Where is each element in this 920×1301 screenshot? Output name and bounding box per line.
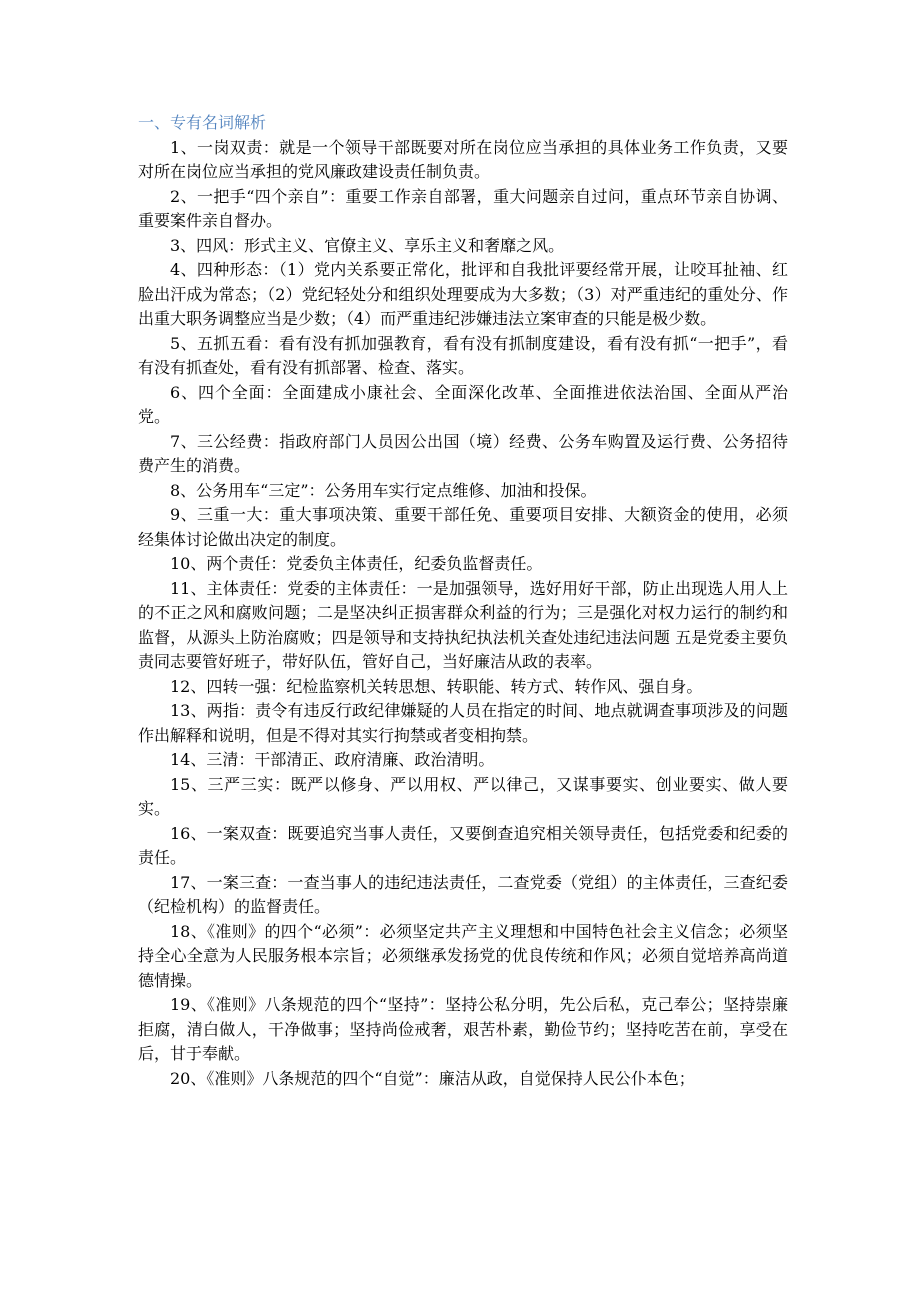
term-entry-12: 12、四转一强：纪检监察机关转思想、转职能、转方式、转作风、强自身。 [170,676,703,696]
term-entry-16: 16、一案双查：既要追究当事人责任，又要倒查追究相关领导责任，包括党委和纪委的责任。 [138,823,788,867]
term-entry-20: 20、《准则》八条规范的四个“自觉”：廉洁从政，自觉保持人民公仆本色； [170,1068,695,1088]
term-entry-15: 15、三严三实：既严以修身、严以用权、严以律己，又谋事要实、创业要实、做人要实。 [138,774,788,818]
term-entry-13: 13、两指：责令有违反行政纪律嫌疑的人员在指定的时间、地点就调查事项涉及的问题作出解释和说明，但是不得对其实行拘禁或者变相拘禁。 [138,701,788,745]
term-entry-14: 14、三清：干部清正、政府清廉、政治清明。 [170,750,495,769]
document-body [138,111,788,1091]
term-entry-17: 17、一案三查：一查当事人的违纪违法责任，二查党委（党组）的主体责任，三查纪委（纪检机构）的监督责任。 [138,872,788,916]
term-entry-1: 1、一岗双责：就是一个领导干部既要对所在岗位应当承担的具体业务工作负责，又要对所在岗位应当承担的党风廉政建设责任制负责。 [138,137,788,181]
section-heading: 一、专有名词解析 [138,113,267,132]
term-entry-19: 19、《准则》八条规范的四个“坚持”：坚持公私分明，先公后私，克己奉公；坚持崇廉拒腐，清白做人，干净做事；坚持尚俭戒奢，艰苦朴素，勤俭节约；坚持吃苦在前，享受在后，甘于奉献。 [138,995,788,1063]
term-entry-7: 7、三公经费：指政府部门人员因公出国（境）经费、公务车购置及运行费、公务招待费产生的消费。 [138,431,788,475]
term-entry-4: 4、四种形态：（1）党内关系要正常化，批评和自我批评要经常开展，让咬耳扯袖、红脸出汗成为常态；（2）党纪轻处分和组织处理要成为大多数；（3）对严重违纪的重处分、作出重大职务调整应当是少数；（4）而严重违纪涉嫌违法立案审查的只能是极少数。 [138,260,788,328]
term-entry-2: 2、一把手“四个亲自”：重要工作亲自部署，重大问题亲自过问，重点环节亲自协调、重要案件亲自督办。 [138,186,788,230]
term-entry-5: 5、五抓五看：看有没有抓加强教育，看有没有抓制度建设，看有没有抓“一把手”，看有没有抓查处，看有没有抓部署、检查、落实。 [138,333,788,377]
term-entry-11: 11、主体责任：党委的主体责任：一是加强领导，选好用好干部，防止出现选人用人上的不正之风和腐败问题；二是坚决纠正损害群众利益的行为；三是强化对权力运行的制约和监督，从源头上防治腐败；四是领导和支持执纪执法机关查处违纪违法问题 五是党委主要负责同志要管好班子，带好队伍，管好自己，当好廉洁从政的表率。 [138,578,788,671]
term-entry-6: 6、四个全面：全面建成小康社会、全面深化改革、全面推进依法治国、全面从严治党。 [138,382,788,426]
term-entry-3: 3、四风：形式主义、官僚主义、享乐主义和奢靡之风。 [170,235,565,255]
term-entry-9: 9、三重一大：重大事项决策、重要干部任免、重要项目安排、大额资金的使用，必须经集体讨论做出决定的制度。 [138,505,788,549]
term-entry-8: 8、公务用车“三定”：公务用车实行定点维修、加油和投保。 [170,480,597,500]
term-entry-18: 18、《准则》的四个“必须”：必须坚定共产主义理想和中国特色社会主义信念；必须坚持全心全意为人民服务根本宗旨；必须继承发扬党的优良传统和作风；必须自觉培养高尚道德情操。 [138,921,788,990]
term-entry-10: 10、两个责任：党委负主体责任，纪委负监督责任。 [170,554,543,573]
